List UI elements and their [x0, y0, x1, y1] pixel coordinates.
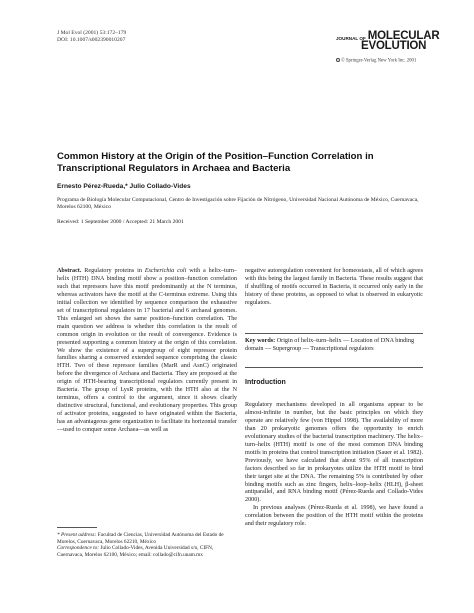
footnote-present-address	[57, 532, 237, 545]
keywords-text: Origin of helix–turn–helix — Location of DNA binding domain — Supergroup — Transcriptional regulators	[245, 338, 415, 352]
introduction-heading: Introduction	[245, 379, 286, 386]
footnote-rule	[57, 527, 97, 528]
footnote	[57, 532, 237, 558]
introduction-paragraph-1: Regulatory mechanisms developed in all organisms appear to be almost-infinite in number, but the basic principles on which they operate are relatively few (von Hippel 1998). The availability of more than 20 prokaryotic genomes offers the opportunity to enrich evolutionary studies of the bacterial transcription machinery. The helix–turn–helix (HTH) motif is one of the most common DNA binding motifs in proteins that control transcription initiation (Sauer et al. 1982). Previously, we have calculated that about 95% of all transcription factors described so far in prokaryotes utilize the HTH motif to bind their target site at the DNA. The remaining 5% is contributed by other binding motifs such as zinc fingers, helix–loop–helix (HLH), β-sheet antiparallel, and RNA binding motif (Pérez-Rueda and Collado-Vides 2000).	[245, 402, 423, 504]
abstract-text-start: Regulatory proteins in	[84, 268, 142, 274]
logo-word-molecular: MOLECULAR	[367, 30, 440, 42]
introduction-body	[245, 402, 423, 529]
keywords-block	[245, 338, 423, 354]
article-authors: Ernesto Pérez-Rueda,* Julio Collado-Vides	[57, 183, 191, 190]
footnote-corr-label: Correspondence to:	[57, 545, 100, 552]
abstract-text-body: with a helix–turn–helix (HTH) DNA binding motif show a position–function correlation such that repressors have this motif predominantly at the N terminus, whereas activators have the motif at the C-terminus extreme. Using this initial collection we identified by sequence comparison the exhaustive set of transcriptional regulators in 17 bacterial and 6 archaeal genomes. This enlarged set shows the same position–function correlation. The main question we address is whether this correlation is the result of common origin in evolution or the result of convergence. Evidence is presented supporting a common history at the origin of this correlation. We show the existence of a supergroup of eight repressor protein families sharing a conserved extended sequence comprising the classic HTH. Two of these repressor families (MarR and AsnC) originated before the divergence of Archaea and Bacteria. They are proposed at the origin of HTH-bearing transcriptional regulators currently present in Bacteria. The group of LysR proteins, with the HTH also at the N terminus, offers a control to the argument, since it shows clearly distinctive structural, functional, and evolutionary properties. This group of activator proteins, suggested to have originated within the Bacteria, has an advantageous gene organization to facilitate its horizontal transfer—used to conquer some Archaea—as well as	[57, 268, 237, 434]
received-dates: Received: 1 September 2000 / Accepted: 21 March 2001	[57, 219, 184, 225]
journal-doi: DOI: 10.1007/s002390010207	[57, 37, 126, 43]
footnote-present-label: * Present address:	[57, 532, 97, 538]
journal-reference	[57, 30, 126, 44]
footnote-correspondence	[57, 545, 237, 558]
footnote-corr-text: Julio Collado-Vides, Avenida Universidad s/n, CIFN, Cuernavaca, Morelos 62100, México; email: collado@cifn.unam.mx	[57, 545, 214, 558]
abstract-organism: Escherichia coli	[144, 268, 187, 274]
footnote-present-text: Facultad de Ciencias, Universidad Autónoma del Estado de Morelos, Cuernavaca, Morelos 62210, México	[57, 532, 224, 545]
left-column	[57, 268, 237, 435]
journal-logo	[336, 30, 440, 52]
abstract-continuation: negative autoregulation convenient for homeostasis, all of which agrees with this being the largest family in Bacteria. These results suggest that if shuffling of motifs occurred in Bacteria, it occurred only early in the history of these proteins, as opposed to what is observed in eukaryotic regulators.	[245, 268, 423, 306]
abstract-paragraph	[57, 268, 237, 435]
author-affiliation: Programa de Biología Molecular Computacional, Centro de Investigación sobre Fijación de Nitrógeno, Universidad Nacional Autónoma de México, Cuernavaca, Morelos 62100, México	[57, 197, 419, 210]
publisher-text: © Springer-Verlag New York Inc. 2001	[341, 58, 417, 64]
logo-small-text: JOURNAL OF	[336, 36, 366, 41]
springer-icon	[336, 58, 340, 62]
logo-word-evolution: EVOLUTION	[361, 40, 427, 52]
right-column	[245, 268, 423, 308]
journal-citation: J Mol Evol (2001) 53:172–179	[57, 30, 127, 36]
article-title: Common History at the Origin of the Position–Function Correlation in Transcriptional Regulators in Archaea and Bacteria	[57, 151, 374, 174]
keywords-bottom-rule	[245, 367, 423, 368]
publisher-line	[336, 58, 416, 63]
introduction-paragraph-2: In previous analyses (Pérez-Rueda et al. 1998), we have found a correlation between the position of the HTH motif within the proteins and their regulatory role.	[245, 505, 423, 528]
keywords-label: Key words:	[245, 338, 276, 344]
keywords-top-rule	[245, 333, 423, 334]
abstract-heading: Abstract.	[57, 268, 82, 274]
